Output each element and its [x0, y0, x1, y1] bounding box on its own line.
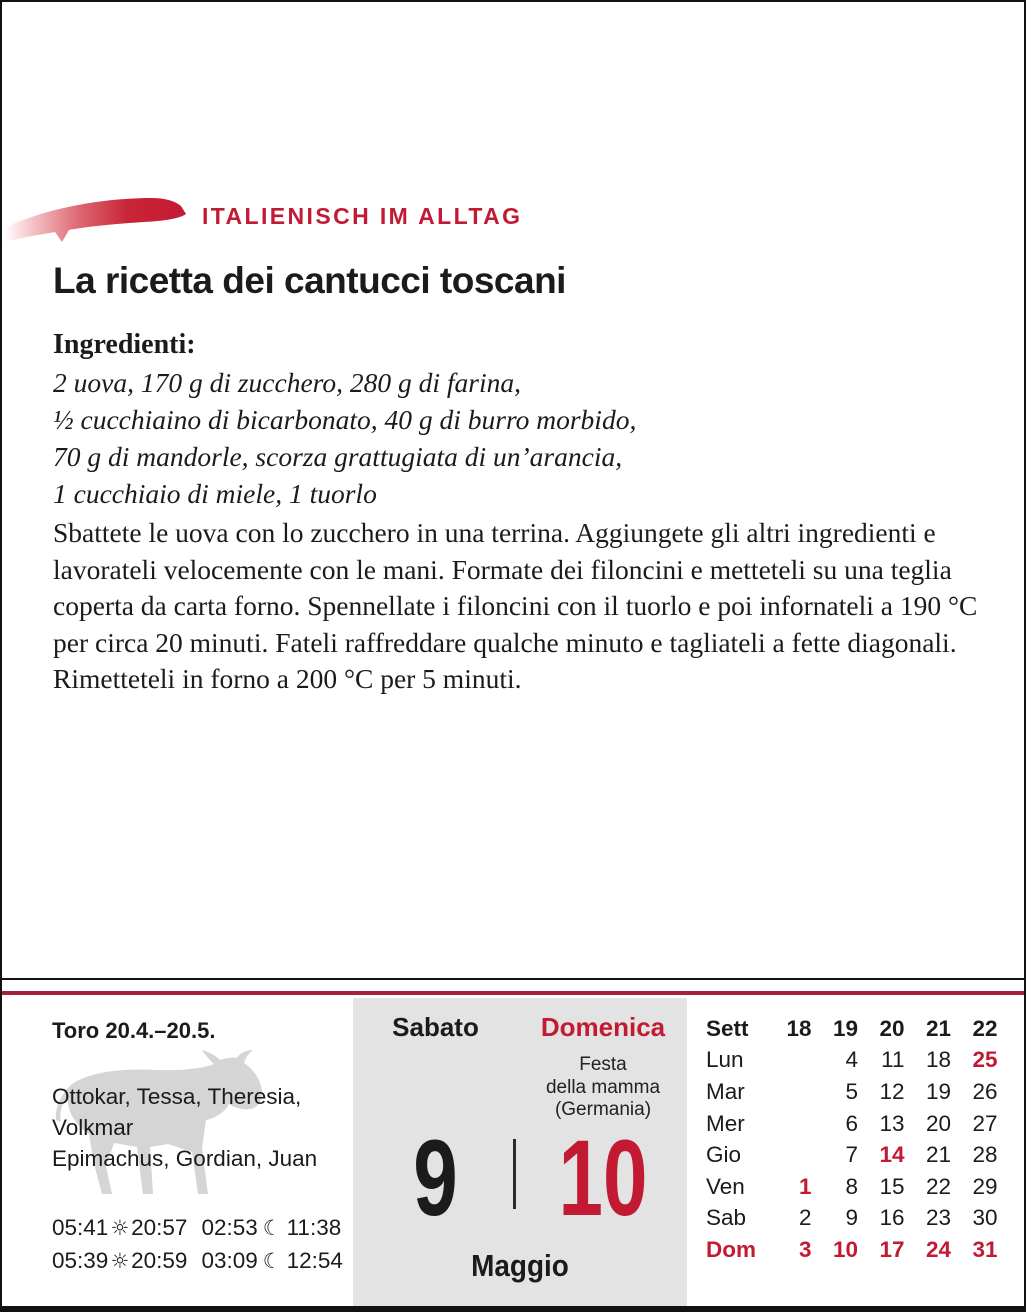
week-number: 22	[972, 1015, 998, 1041]
day-number-sunday: 10	[558, 1117, 648, 1238]
date-cell: 9	[845, 1205, 858, 1231]
moon-icon: ☾	[262, 1216, 282, 1240]
date-cell: 16	[879, 1205, 905, 1231]
date-cell: 24	[925, 1236, 951, 1262]
recipe-instructions: Sbattete le uova con lo zucchero in una terrina. Aggiungete gli altri ingredienti e lavorateli velocemente con le mani. Formate dei filoncini e metteteli su una teglia coperta da carta forno. Spennellate i filoncini con il tuorlo e poi infornateli a 190 °C per circa 20 minuti. Fateli raffreddare qualche minuto e tagliateli a fette diagonali. Rimetteteli in forno a 200 °C per 5 minuti.	[53, 517, 978, 694]
mini-calendar-header	[706, 1013, 1001, 1045]
date-cell: 25	[972, 1047, 998, 1073]
date-cell: 10	[832, 1236, 858, 1262]
date-cell: 18	[925, 1047, 951, 1073]
date-cell: 19	[925, 1078, 951, 1104]
sunset-time: 20:57	[131, 1215, 188, 1240]
ingredients-line: 2 uova, 170 g di zucchero, 280 g di farina,	[53, 367, 521, 398]
weekday-label: Ven	[706, 1173, 745, 1199]
day-name-sunday: Domenica	[540, 1012, 666, 1042]
calendar-footer	[2, 978, 1024, 1310]
week-column-label: Sett	[706, 1015, 749, 1041]
name-days-line: Volkmar	[52, 1115, 134, 1140]
mini-month-calendar	[706, 1013, 1001, 1266]
date-cell: 29	[972, 1173, 998, 1199]
date-cell: 22	[925, 1173, 951, 1199]
week-number: 19	[832, 1015, 858, 1041]
moonset-time: 12:54	[286, 1247, 343, 1273]
moonrise-time: 02:53	[201, 1215, 258, 1240]
name-days	[52, 1081, 301, 1143]
sun-moon-row	[52, 1245, 343, 1278]
week-number: 18	[786, 1015, 812, 1041]
day-name-saturday: Sabato	[392, 1012, 479, 1042]
holiday-line: della mamma	[545, 1076, 661, 1098]
date-cell: 8	[845, 1173, 858, 1199]
date-cell: 2	[798, 1205, 812, 1231]
week-number: 20	[879, 1015, 905, 1041]
mini-calendar-row-thu	[706, 1139, 1001, 1171]
mini-calendar-row-sat	[706, 1203, 1001, 1235]
weekday-label: Lun	[706, 1047, 744, 1073]
date-cell: 4	[845, 1047, 858, 1073]
moonset-time: 11:38	[286, 1215, 342, 1240]
date-cell: 7	[845, 1142, 858, 1168]
red-divider-rule	[2, 991, 1024, 995]
ingredients-line: 1 cucchiaio di miele, 1 tuorlo	[53, 478, 377, 509]
sunrise-time: 05:41	[52, 1215, 109, 1240]
date-cell: 5	[845, 1078, 858, 1104]
weekday-label: Sab	[706, 1205, 747, 1231]
moonrise-time: 03:09	[201, 1247, 258, 1273]
name-days-line: Epimachus, Gordian, Juan	[52, 1146, 318, 1171]
date-cell: 30	[972, 1205, 998, 1231]
mini-calendar-row-tue	[706, 1076, 1001, 1108]
page-title: La ricetta dei cantucci toscani	[53, 260, 566, 301]
sunset-time: 20:59	[131, 1247, 188, 1273]
name-days-line: Ottokar, Tessa, Theresia,	[52, 1084, 302, 1109]
sunrise-time: 05:39	[52, 1247, 109, 1273]
ingredients-heading: Ingredienti:	[53, 329, 196, 360]
ingredients-line: 70 g di mandorle, scorza grattugiata di un’arancia,	[53, 441, 623, 472]
date-cell: 28	[972, 1142, 998, 1168]
ingredients-list	[53, 364, 636, 512]
date-cell: 26	[972, 1078, 998, 1104]
holiday-line: (Germania)	[554, 1099, 652, 1120]
week-number: 21	[925, 1015, 951, 1041]
date-cell: 20	[925, 1110, 951, 1136]
mini-calendar-row-fri	[706, 1171, 1001, 1203]
weekday-label: Dom	[706, 1236, 756, 1262]
zodiac-label: Toro 20.4.–20.5.	[52, 1018, 216, 1043]
day-panel	[353, 998, 687, 1306]
sun-icon: ☼	[110, 1248, 130, 1273]
date-cell: 13	[879, 1110, 905, 1136]
date-cell: 11	[881, 1047, 905, 1073]
date-cell: 27	[972, 1110, 998, 1136]
weekday-label: Mer	[706, 1110, 745, 1136]
date-cell: 6	[845, 1110, 858, 1136]
day-number-divider	[513, 1139, 516, 1209]
date-cell: 17	[879, 1236, 905, 1262]
date-cell: 23	[925, 1205, 951, 1231]
month-name: Maggio	[471, 1248, 569, 1283]
sun-icon: ☼	[110, 1216, 130, 1240]
date-cell: 21	[925, 1142, 951, 1168]
date-cell: 15	[879, 1173, 905, 1199]
mini-calendar-row-sun	[706, 1234, 1001, 1266]
brand-swoosh-icon	[2, 194, 192, 246]
series-title: ITALIENISCH IM ALLTAG	[202, 203, 523, 229]
weekday-label: Gio	[706, 1142, 742, 1168]
ingredients-line: ½ cucchiaino di bicarbonato, 40 g di burro morbido,	[53, 404, 637, 435]
sun-moon-row	[52, 1212, 343, 1245]
date-cell: 3	[798, 1236, 812, 1262]
date-cell: 1	[798, 1173, 812, 1199]
moon-icon: ☾	[262, 1248, 282, 1273]
holiday-line: Festa	[579, 1054, 627, 1075]
date-cell: 31	[972, 1236, 998, 1262]
mini-calendar-row-wed	[706, 1108, 1001, 1140]
mini-calendar-row-mon	[706, 1045, 1001, 1077]
day-number-saturday: 9	[413, 1117, 458, 1238]
holiday-note	[521, 1054, 685, 1122]
date-cell: 14	[879, 1142, 905, 1168]
weekday-label: Mar	[706, 1078, 745, 1104]
date-cell: 12	[879, 1078, 905, 1104]
sun-moon-times	[52, 1212, 343, 1277]
